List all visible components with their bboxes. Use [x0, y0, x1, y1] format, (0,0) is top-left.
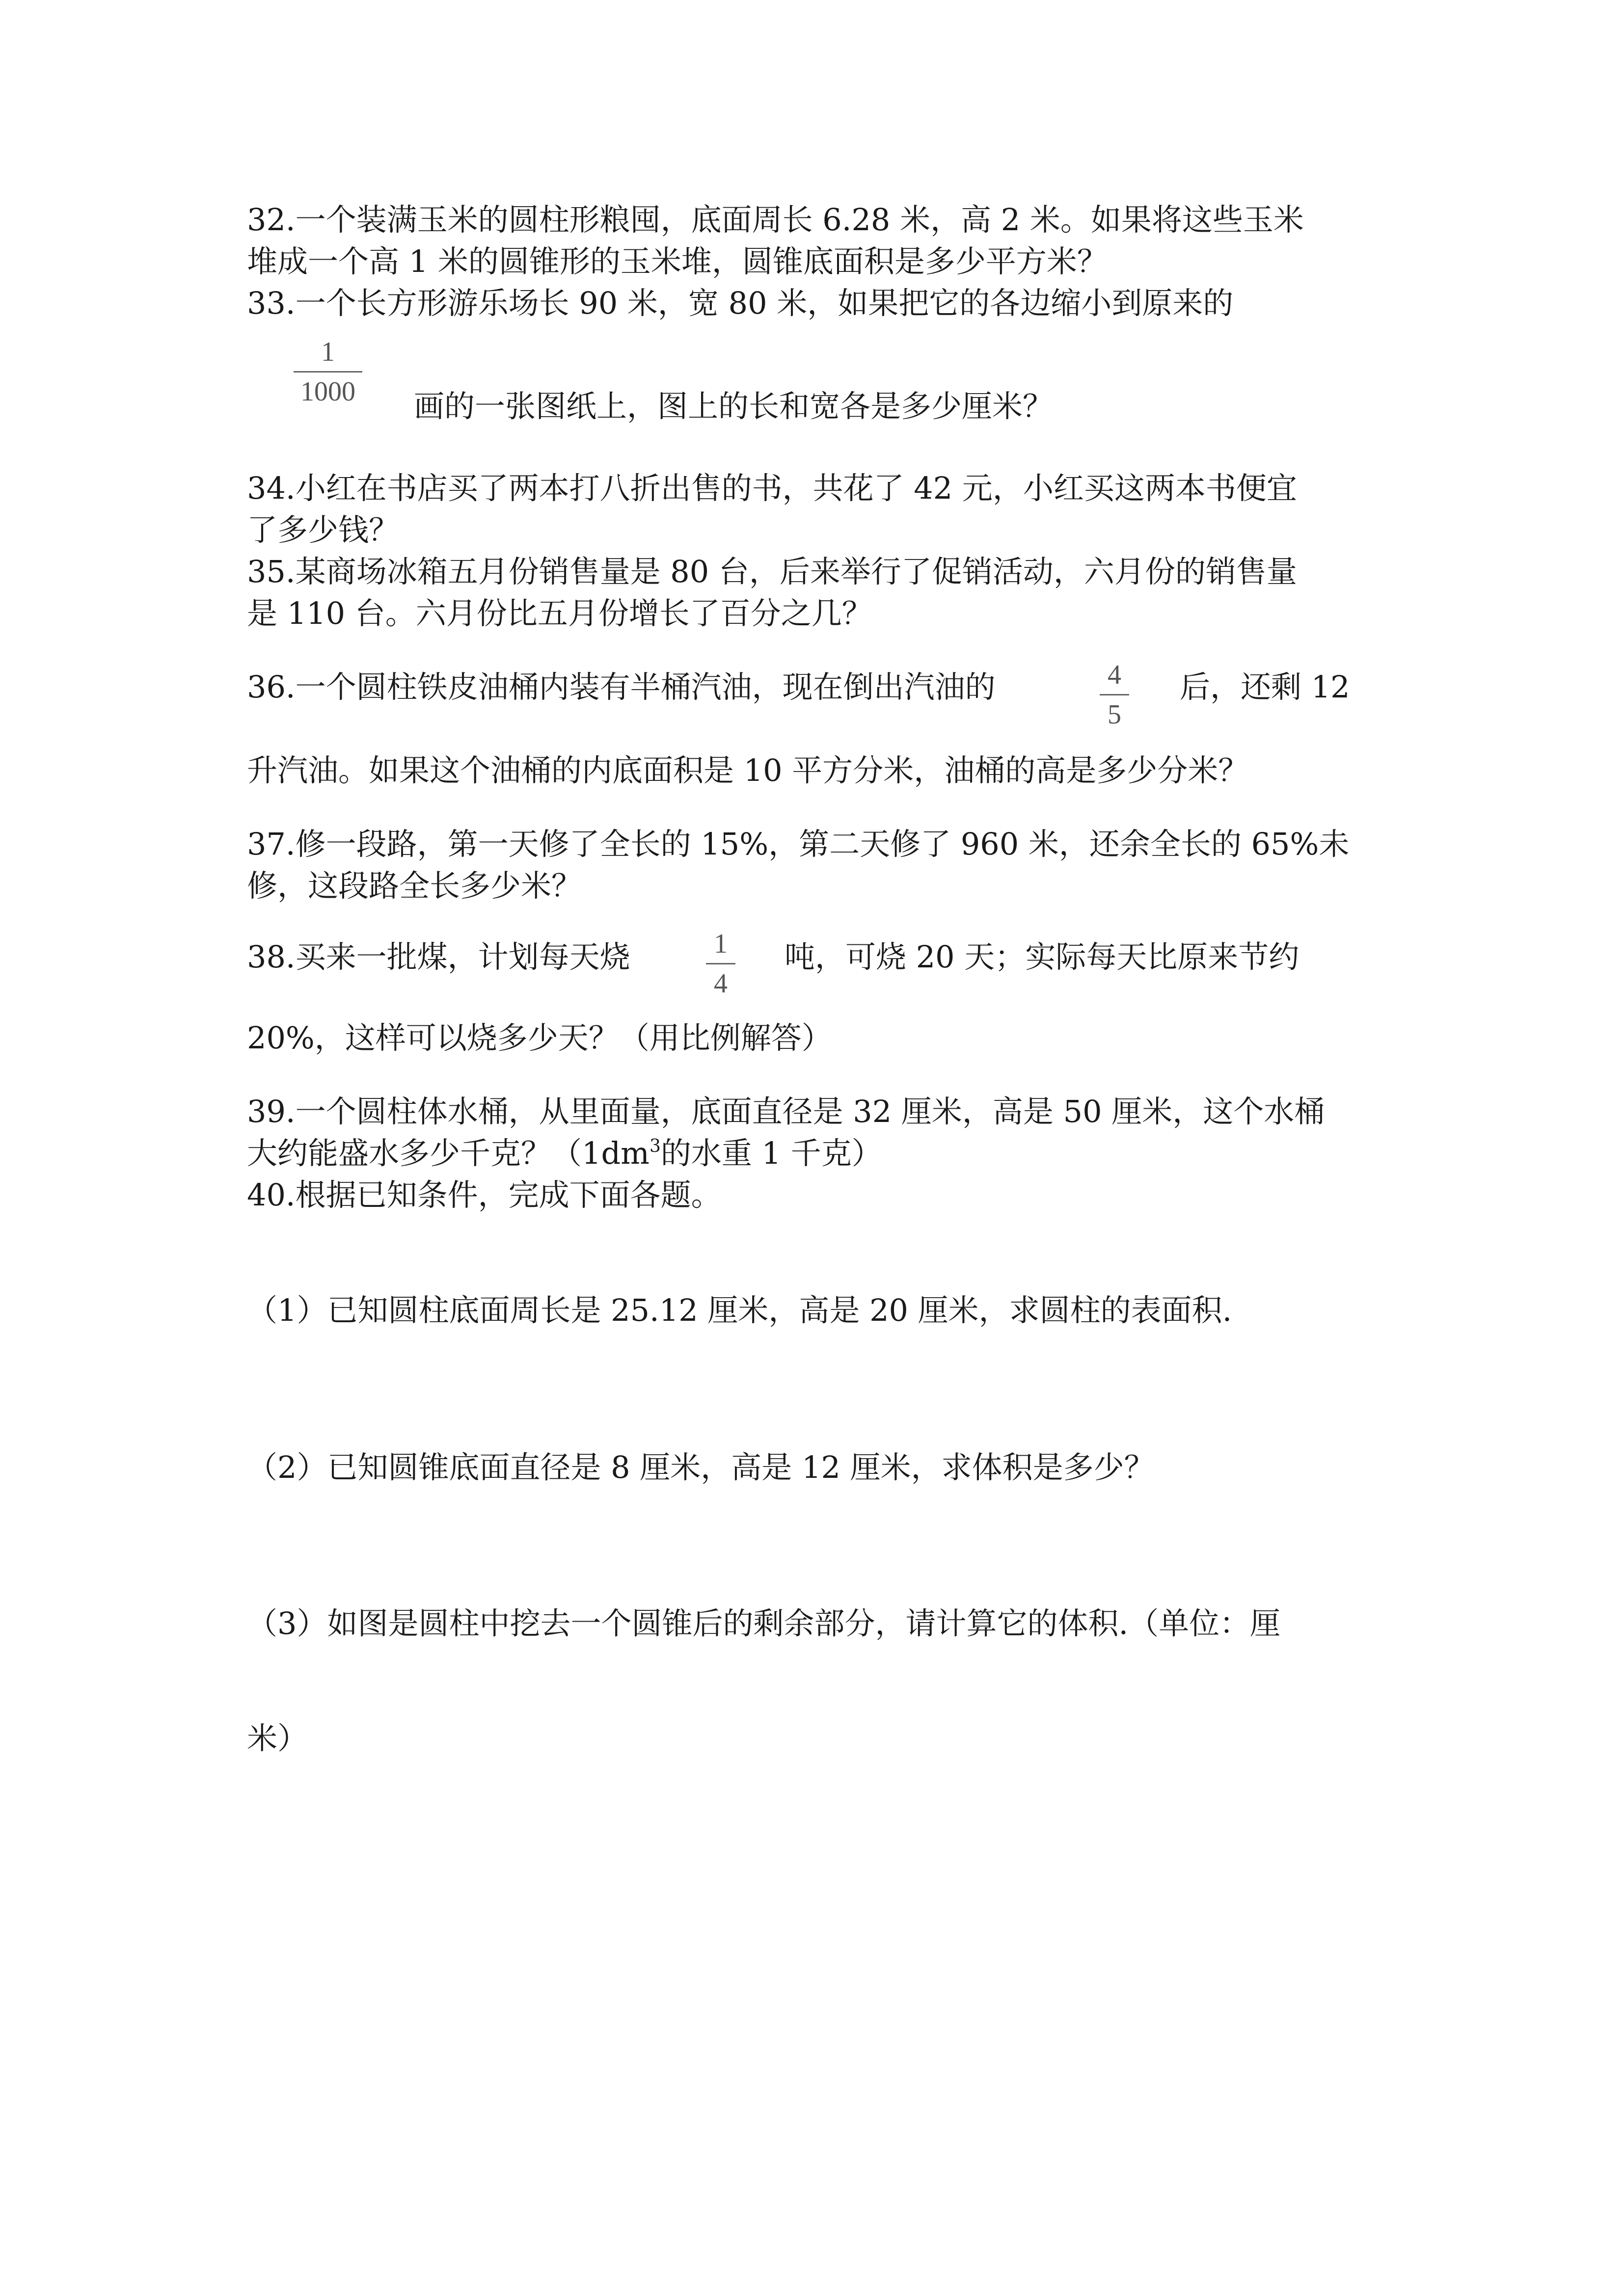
q36-line2: 升汽油。如果这个油桶的内底面积是 10 平方分米，油桶的高是多少分米？ [247, 752, 1249, 788]
q34-line2: 了多少钱？ [247, 512, 400, 548]
q38-line1a: 38.买来一批煤，计划每天烧 [247, 939, 630, 975]
q37-line1: 37.修一段路，第一天修了全长的 15%，第二天修了 960 米，还余全长的 65%未 [247, 826, 1350, 862]
fraction-bar [294, 371, 362, 373]
fraction-denominator: 1000 [300, 376, 355, 407]
q38-line2: 20%，这样可以烧多少天？（用比例解答） [247, 1020, 832, 1056]
q38-fraction [706, 928, 735, 1000]
q37-line2: 修，这段路全长多少米？ [247, 868, 582, 904]
q38-line1b: 吨，可烧 20 天；实际每天比原来节约 [785, 939, 1299, 975]
q39-line2-text: 大约能盛水多少千克？（1dm [247, 1135, 650, 1171]
q40-intro: 40.根据已知条件，完成下面各题。 [247, 1177, 722, 1213]
q40-sub3-line2: 米） [247, 1720, 308, 1756]
fraction-denominator: 4 [714, 968, 728, 999]
q40-sub2: （2）已知圆锥底面直径是 8 厘米，高是 12 厘米，求体积是多少？ [247, 1449, 1155, 1485]
q39-line2 [247, 1134, 882, 1173]
q39-line2-text-end: 的水重 1 千克） [660, 1135, 882, 1171]
q33-line2: 画的一张图纸上，图上的长和宽各是多少厘米？ [414, 388, 1054, 424]
fraction-numerator: 1 [714, 929, 728, 959]
fraction-numerator: 1 [321, 337, 335, 367]
q40-sub1: （1）已知圆柱底面周长是 25.12 厘米，高是 20 厘米，求圆柱的表面积. [247, 1292, 1232, 1328]
q40-sub3-line1: （3）如图是圆柱中挖去一个圆锥后的剩余部分，请计算它的体积.（单位：厘 [247, 1605, 1281, 1641]
q34-line1: 34.小红在书店买了两本打八折出售的书，共花了 42 元，小红买这两本书便宜 [247, 470, 1297, 506]
q35-line2: 是 110 台。六月份比五月份增长了百分之几？ [247, 595, 872, 631]
superscript-3: 3 [649, 1136, 661, 1156]
q33-fraction [294, 336, 362, 408]
fraction-bar [706, 963, 735, 964]
fraction-numerator: 4 [1108, 660, 1121, 690]
q39-line1: 39.一个圆柱体水桶，从里面量，底面直径是 32 厘米，高是 50 厘米，这个水桶 [247, 1094, 1325, 1129]
q33-line1: 33.一个长方形游乐场长 90 米，宽 80 米，如果把它的各边缩小到原来的 [247, 285, 1234, 321]
q36-fraction [1100, 659, 1129, 731]
q32-line1: 32.一个装满玉米的圆柱形粮囤，底面周长 6.28 米，高 2 米。如果将这些玉米 [247, 202, 1304, 238]
q35-line1: 35.某商场冰箱五月份销售量是 80 台，后来举行了促销活动，六月份的销售量 [247, 554, 1297, 589]
fraction-bar [1100, 694, 1129, 695]
q32-line2: 堆成一个高 1 米的圆锥形的玉米堆，圆锥底面积是多少平方米？ [247, 243, 1108, 279]
q36-line1b: 后，还剩 12 [1180, 669, 1350, 705]
fraction-denominator: 5 [1108, 699, 1121, 730]
q36-line1a: 36.一个圆柱铁皮油桶内装有半桶汽油，现在倒出汽油的 [247, 669, 996, 705]
